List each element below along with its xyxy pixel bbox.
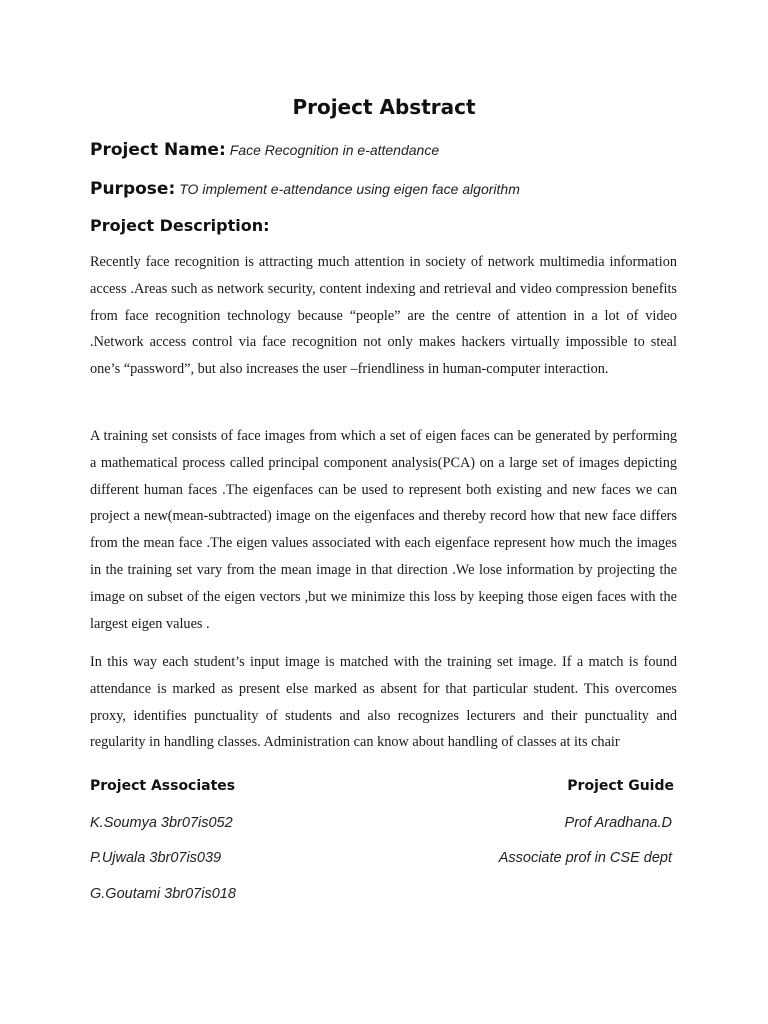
project-name-label: Project Name: (90, 140, 226, 160)
associate-2: P.Ujwala 3br07is039 (90, 850, 222, 866)
project-name-value: Face Recognition in e-attendance (229, 142, 440, 158)
guide-name: Prof Aradhana.D (564, 815, 672, 831)
page-title: Project Abstract (292, 95, 476, 119)
guide-heading: Project Guide (567, 778, 674, 794)
associates-heading: Project Associates (90, 778, 236, 794)
description-paragraph-2: A training set consists of face images from which a set of eigen faces can be generated by performing a mathematical process called principal component analysis(PCA) on a large set of images depicting different human faces .The eigenfaces can be used to represent both existing and new faces we can project a new(mean-subtracted) image on the eigenfaces and thereby record how that new face differs from the mean face .The eigen values associated with each eigenface represent how much the images in the training set vary from the mean image in that direction .We lose information by projecting the image on subset of the eigen vectors ,but we minimize this loss by keeping those eigen faces with the largest eigen values . (90, 428, 677, 632)
description-paragraph-1: Recently face recognition is attracting much attention in society of network multimedia information access .Areas such as network security, content indexing and retrieval and video compression benefits from face recognition technology because “people” are the centre of attention in a lot of video .Network access control via face recognition not only makes hackers virtually impossible to steal one’s “password”, but also increases the user –friendliness in human-computer interaction. (90, 254, 677, 378)
associate-1: K.Soumya 3br07is052 (90, 815, 233, 831)
purpose-row (90, 179, 520, 199)
description-paragraph-3: In this way each student’s input image is matched with the training set image. If a match is found attendance is marked as present else marked as absent for that particular student. This overcomes proxy, identifies punctuality of students and also recognizes lecturers and their punctuality and regularity in handling classes. Administration can know about handling of classes at its chair (90, 654, 677, 751)
description-heading: Project Description: (90, 216, 270, 235)
guide-designation: Associate prof in CSE dept (498, 850, 672, 866)
project-name-row (90, 140, 439, 160)
associate-3: G.Goutami 3br07is018 (90, 886, 236, 902)
purpose-label: Purpose: (90, 179, 176, 199)
purpose-value: TO implement e-attendance using eigen face algorithm (179, 181, 520, 197)
